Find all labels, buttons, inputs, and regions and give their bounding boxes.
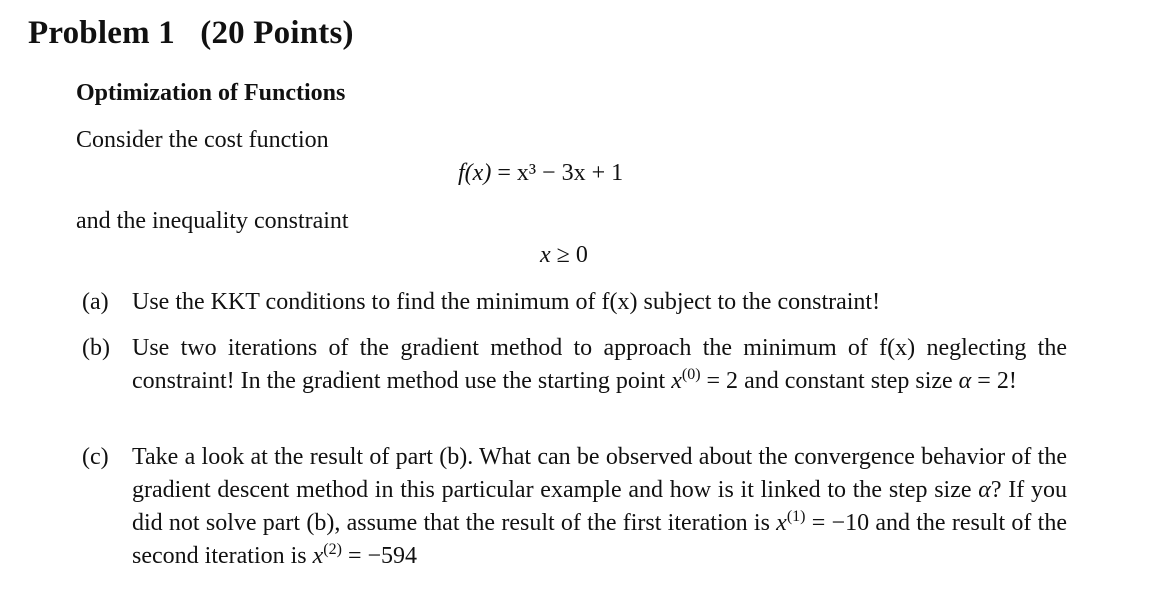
- x2-symbol: x: [312, 543, 324, 569]
- subproblem-a-text: Use the KKT conditions to find the minimum of f(x) subject to the constraint!: [132, 289, 881, 315]
- subproblem-c-text-3: and the result of the second iteration is: [132, 510, 1067, 569]
- subproblem-b-label: (b): [82, 335, 110, 361]
- subproblem-b-text-1: Use two iterations of the gradient method to approach the minimum of f(x) neglecting the constraint! In the gradient method use the starting point: [132, 335, 1067, 394]
- intro-consider-text: Consider the cost function: [76, 127, 329, 153]
- cost-function-equation: [458, 157, 623, 190]
- alpha-symbol: α: [958, 368, 972, 394]
- cost-function-rhs: = x³ − 3x + 1: [497, 160, 624, 186]
- subproblem-c: [82, 441, 1067, 573]
- subproblem-c-text-1: Take a look at the result of part (b). What can be observed about the convergence behavior of the gradient descent method in this particular example and how is it linked to the step size: [132, 444, 1067, 503]
- subproblem-b-text-2: and constant step size: [738, 368, 959, 394]
- subproblem-a: [82, 286, 1067, 319]
- x1-superscript: (1): [786, 508, 806, 525]
- constraint-relation: ≥ 0: [550, 242, 588, 268]
- alpha-value: = 2!: [971, 368, 1017, 394]
- intro-constraint-text: and the inequality constraint: [76, 208, 349, 234]
- subproblem-b-text: [132, 332, 1067, 398]
- x1-value: = −10: [805, 510, 870, 536]
- problem-title: Problem 1 (20 Points): [28, 15, 354, 51]
- subproblem-c-label: (c): [82, 444, 109, 470]
- subproblem-b: [82, 332, 1067, 398]
- constraint-equation: [540, 239, 588, 272]
- x1-symbol: x: [776, 510, 787, 536]
- x2-superscript: (2): [323, 541, 342, 558]
- section-title: Optimization of Functions: [76, 80, 346, 106]
- x0-symbol: x: [671, 368, 682, 394]
- x0-superscript: (0): [681, 366, 701, 383]
- cost-function-lhs: f(x): [458, 160, 492, 186]
- subproblem-c-text-2: ? If you did not solve part (b), assume that the result of the first iteration is: [132, 477, 1067, 536]
- x2-value: = −594: [341, 543, 418, 569]
- subproblem-a-label: (a): [82, 289, 109, 315]
- constraint-variable: x: [540, 242, 551, 268]
- x0-value: = 2: [700, 368, 739, 394]
- alpha-symbol: α: [978, 477, 991, 503]
- subproblem-c-text: [132, 441, 1067, 573]
